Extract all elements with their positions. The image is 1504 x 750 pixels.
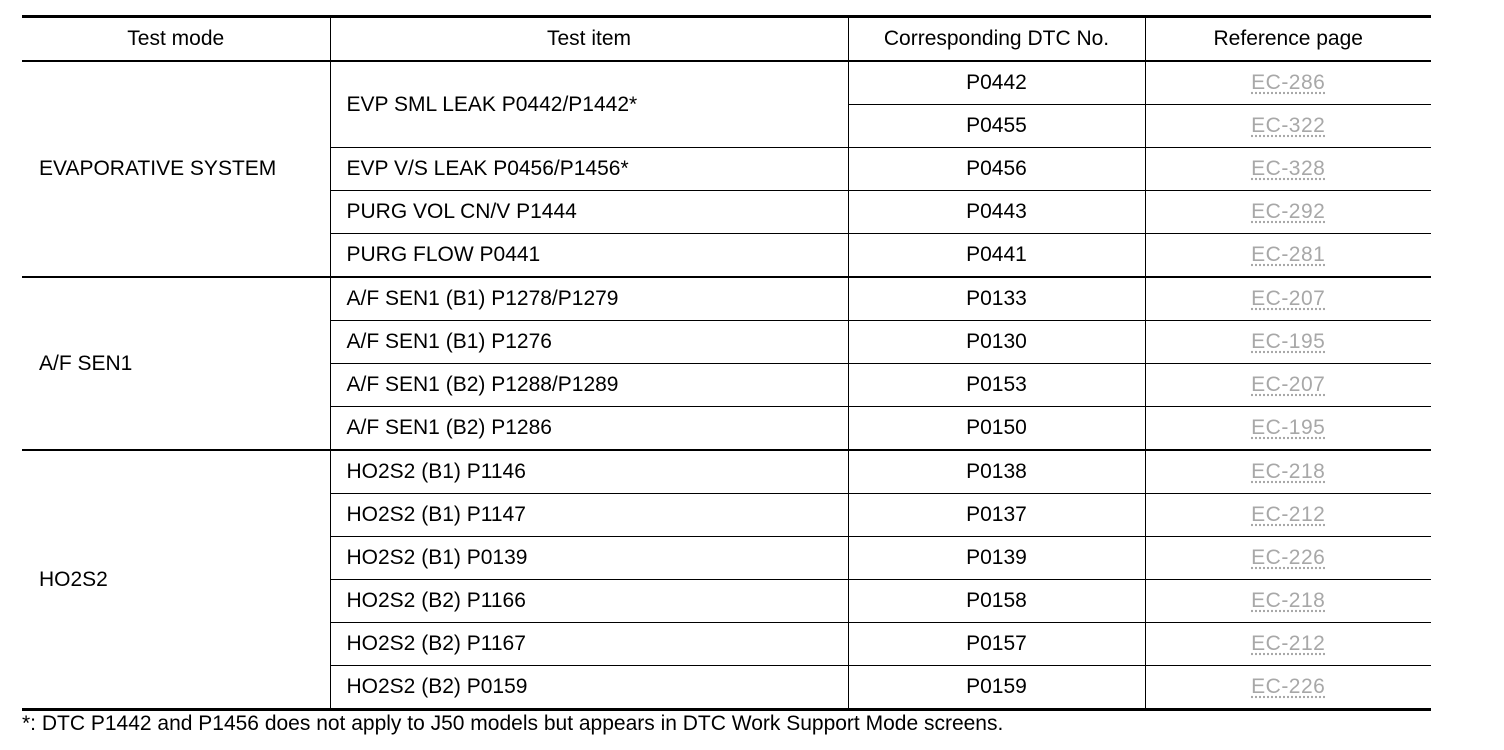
dtc-reference-table [22,15,1431,711]
reference-page-link[interactable]: EC-328 [1251,157,1326,180]
test-item-cell: EVP V/S LEAK P0456/P1456* [330,148,848,191]
table-row [22,61,1431,105]
reference-page-cell [1145,234,1431,278]
header-dtc-number: Corresponding DTC No. [848,17,1145,62]
header-reference-page: Reference page [1145,17,1431,62]
test-item-cell: PURG FLOW P0441 [330,234,848,278]
table-row [22,277,1431,321]
test-item-cell: HO2S2 (B2) P1166 [330,580,848,623]
reference-page-link[interactable]: EC-226 [1251,675,1326,698]
dtc-number-cell: P0442 [848,61,1145,105]
reference-page-link[interactable]: EC-322 [1251,114,1326,137]
test-item-cell: PURG VOL CN/V P1444 [330,191,848,234]
reference-page-link[interactable]: EC-207 [1251,287,1326,310]
reference-page-cell [1145,666,1431,710]
header-test-mode: Test mode [22,17,330,62]
reference-page-cell [1145,61,1431,105]
dtc-number-cell: P0157 [848,623,1145,666]
dtc-number-cell: P0456 [848,148,1145,191]
reference-page-cell [1145,321,1431,364]
reference-page-cell [1145,494,1431,537]
test-mode-cell: HO2S2 [22,450,330,710]
dtc-number-cell: P0153 [848,364,1145,407]
test-mode-cell: A/F SEN1 [22,277,330,450]
reference-page-link[interactable]: EC-281 [1251,243,1326,266]
dtc-number-cell: P0138 [848,450,1145,494]
test-item-cell: EVP SML LEAK P0442/P1442* [330,61,848,148]
reference-page-cell [1145,407,1431,451]
reference-page-link[interactable]: EC-195 [1251,330,1326,353]
dtc-number-cell: P0159 [848,666,1145,710]
reference-page-link[interactable]: EC-218 [1251,460,1326,483]
dtc-number-cell: P0455 [848,105,1145,148]
reference-page-cell [1145,191,1431,234]
dtc-number-cell: P0137 [848,494,1145,537]
reference-page-cell [1145,148,1431,191]
dtc-number-cell: P0139 [848,537,1145,580]
test-mode-cell: EVAPORATIVE SYSTEM [22,61,330,277]
table-row [22,450,1431,494]
dtc-number-cell: P0441 [848,234,1145,278]
dtc-number-cell: P0130 [848,321,1145,364]
test-item-cell: A/F SEN1 (B2) P1286 [330,407,848,451]
reference-page-link[interactable]: EC-292 [1251,200,1326,223]
reference-page-cell [1145,105,1431,148]
dtc-number-cell: P0150 [848,407,1145,451]
header-row [22,17,1431,62]
reference-page-cell [1145,623,1431,666]
reference-page-link[interactable]: EC-212 [1251,503,1326,526]
test-item-cell: HO2S2 (B2) P1167 [330,623,848,666]
reference-page-link[interactable]: EC-226 [1251,546,1326,569]
reference-page-link[interactable]: EC-207 [1251,373,1326,396]
test-item-cell: A/F SEN1 (B1) P1276 [330,321,848,364]
reference-page-link[interactable]: EC-212 [1251,632,1326,655]
reference-page-cell [1145,364,1431,407]
reference-page-cell [1145,277,1431,321]
reference-page-link[interactable]: EC-218 [1251,589,1326,612]
test-item-cell: A/F SEN1 (B1) P1278/P1279 [330,277,848,321]
test-item-cell: A/F SEN1 (B2) P1288/P1289 [330,364,848,407]
dtc-number-cell: P0158 [848,580,1145,623]
test-item-cell: HO2S2 (B1) P1147 [330,494,848,537]
reference-page-link[interactable]: EC-286 [1251,71,1326,94]
footnote: *: DTC P1442 and P1456 does not apply to J50 models but appears in DTC Work Support Mode screens. [22,712,1004,735]
test-item-cell: HO2S2 (B2) P0159 [330,666,848,710]
test-item-cell: HO2S2 (B1) P1146 [330,450,848,494]
reference-page-link[interactable]: EC-195 [1251,416,1326,439]
test-item-cell: HO2S2 (B1) P0139 [330,537,848,580]
table-body [22,61,1431,710]
reference-page-cell [1145,537,1431,580]
dtc-number-cell: P0443 [848,191,1145,234]
dtc-number-cell: P0133 [848,277,1145,321]
header-test-item: Test item [330,17,848,62]
reference-page-cell [1145,580,1431,623]
reference-page-cell [1145,450,1431,494]
